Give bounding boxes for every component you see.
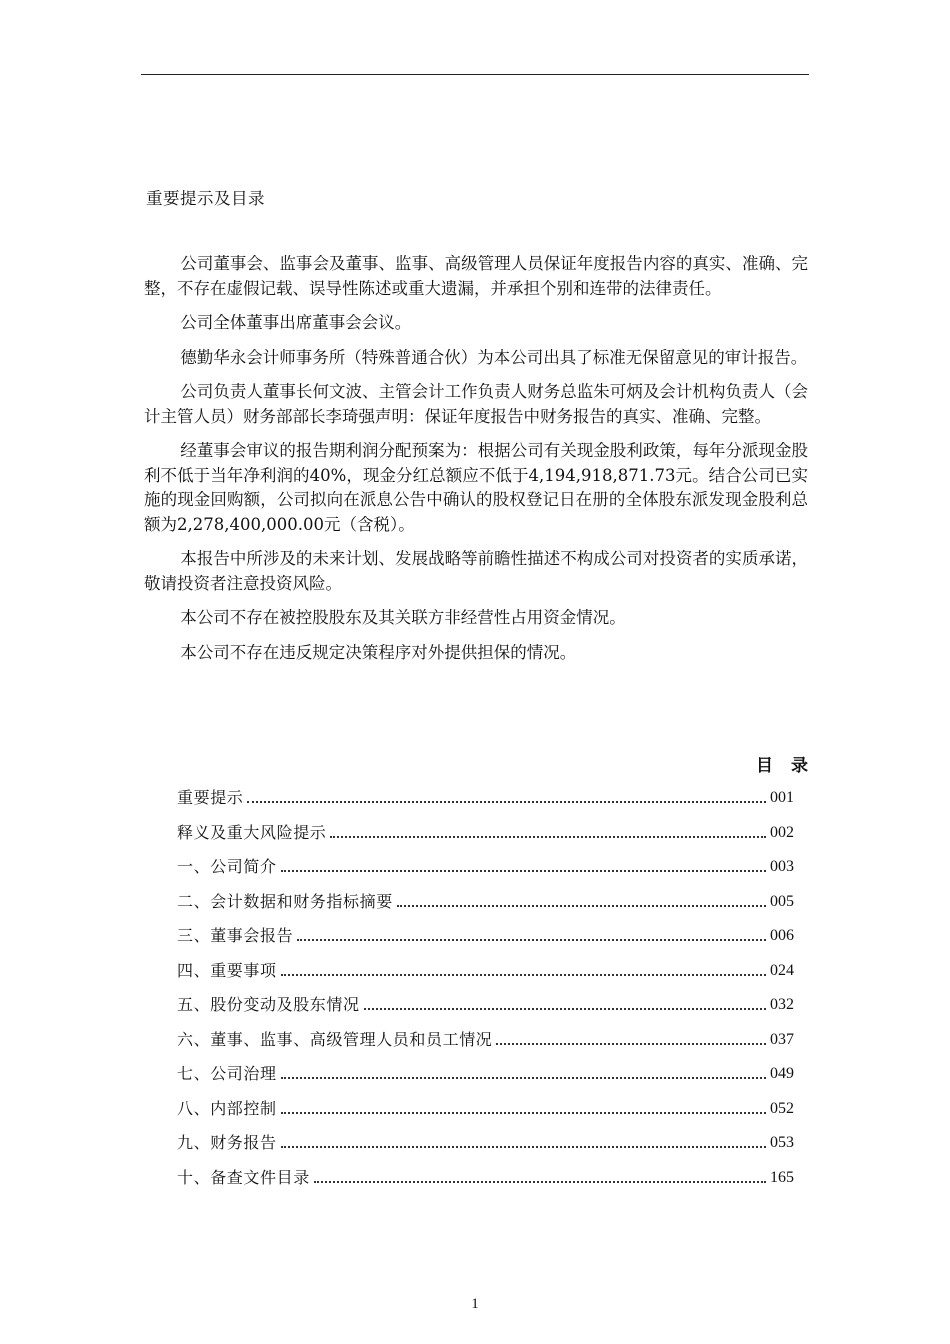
- toc-entry-label: 一、公司简介: [177, 857, 277, 876]
- toc-entry[interactable]: [177, 822, 794, 857]
- toc-entry[interactable]: [177, 891, 794, 926]
- notice-paragraph: 公司董事会、监事会及董事、监事、高级管理人员保证年度报告内容的真实、准确、完整，不存在虚假记载、误导性陈述或重大遗漏，并承担个别和连带的法律责任。: [144, 254, 808, 298]
- notice-paragraph: 本公司不存在违反规定决策程序对外提供担保的情况。: [180, 642, 577, 662]
- notice-paragraph: 公司全体董事出席董事会会议。: [180, 313, 412, 332]
- toc-entry-page: 006: [770, 927, 794, 944]
- toc-entry-label: 十、备查文件目录: [177, 1167, 310, 1187]
- toc-dot-leader: [496, 1029, 766, 1045]
- toc-entry-label: 释义及重大风险提示: [177, 822, 327, 842]
- toc-entry[interactable]: [177, 1098, 794, 1133]
- toc-entry-page: 165: [770, 1168, 794, 1186]
- notice-paragraph: 本报告中所涉及的未来计划、发展战略等前瞻性描述不构成公司对投资者的实质承诺，敬请投资者注意投资风险。: [144, 549, 808, 593]
- notice-paragraph: 公司负责人董事长何文波、主管会计工作负责人财务总监朱可炳及会计机构负责人（会计主管人员）财务部部长李琦强声明：保证年度报告中财务报告的真实、准确、完整。: [144, 382, 808, 426]
- toc-entry-page: 049: [770, 1065, 794, 1082]
- table-of-contents: [177, 787, 794, 1201]
- toc-entry-label: 二、会计数据和财务指标摘要: [177, 891, 393, 911]
- toc-dot-leader: [297, 925, 766, 941]
- toc-entry[interactable]: [177, 856, 794, 891]
- toc-entry-page: 024: [770, 961, 794, 979]
- toc-entry-page: 002: [770, 823, 794, 841]
- toc-entry[interactable]: [177, 1167, 794, 1202]
- toc-entry-label: 四、重要事项: [177, 960, 277, 980]
- toc-entry[interactable]: [177, 1029, 794, 1064]
- toc-entry-page: 032: [770, 996, 794, 1013]
- toc-entry-label: 八、内部控制: [177, 1098, 277, 1118]
- toc-dot-leader: [281, 1063, 766, 1079]
- toc-entry-page: 053: [770, 1134, 794, 1151]
- toc-entry[interactable]: [177, 925, 794, 960]
- toc-dot-leader: [397, 891, 766, 907]
- toc-entry-label: 九、财务报告: [177, 1133, 277, 1152]
- page-number: 1: [471, 1296, 479, 1312]
- toc-dot-leader: [364, 994, 766, 1010]
- toc-entry[interactable]: [177, 787, 794, 822]
- important-notice-body: [144, 252, 808, 675]
- notice-paragraph: 本公司不存在被控股股东及其关联方非经营性占用资金情况。: [180, 608, 626, 627]
- toc-dot-leader: [330, 822, 766, 838]
- toc-entry-page: 001: [770, 789, 794, 806]
- toc-entry-label: 七、公司治理: [177, 1064, 277, 1083]
- toc-entry[interactable]: [177, 994, 794, 1029]
- toc-dot-leader: [281, 1098, 766, 1114]
- toc-entry-page: 052: [770, 1099, 794, 1117]
- toc-dot-leader: [281, 960, 766, 976]
- toc-dot-leader: [281, 1132, 766, 1148]
- toc-dot-leader: [247, 787, 766, 803]
- toc-dot-leader: [314, 1167, 766, 1183]
- header-rule: [141, 74, 809, 75]
- toc-entry-label: 三、董事会报告: [177, 926, 294, 945]
- toc-entry-page: 005: [770, 892, 794, 910]
- notice-paragraph: 德勤华永会计师事务所（特殊普通合伙）为本公司出具了标准无保留意见的审计报告。: [180, 347, 808, 367]
- toc-entry-label: 六、董事、监事、高级管理人员和员工情况: [177, 1029, 493, 1049]
- toc-entry[interactable]: [177, 1063, 794, 1098]
- notice-paragraph: 经董事会审议的报告期利润分配预案为：根据公司有关现金股利政策，每年分派现金股利不低于当年净利润的40%，现金分红总额应不低于4,194,918,871.73元。结合公司已实施的现金回购额，公司拟向在派息公告中确认的股权登记日在册的全体股东派发现金股利总额为2,278,400,000.00元（含税）。: [144, 441, 808, 534]
- toc-entry[interactable]: [177, 1132, 794, 1167]
- toc-entry-page: 037: [770, 1030, 794, 1048]
- toc-dot-leader: [281, 856, 766, 872]
- toc-title: 目录: [756, 756, 826, 776]
- toc-entry-label: 重要提示: [177, 788, 244, 807]
- section-heading: 重要提示及目录: [146, 189, 265, 208]
- toc-entry-page: 003: [770, 858, 794, 875]
- toc-entry-label: 五、股份变动及股东情况: [177, 995, 360, 1014]
- toc-entry[interactable]: [177, 960, 794, 995]
